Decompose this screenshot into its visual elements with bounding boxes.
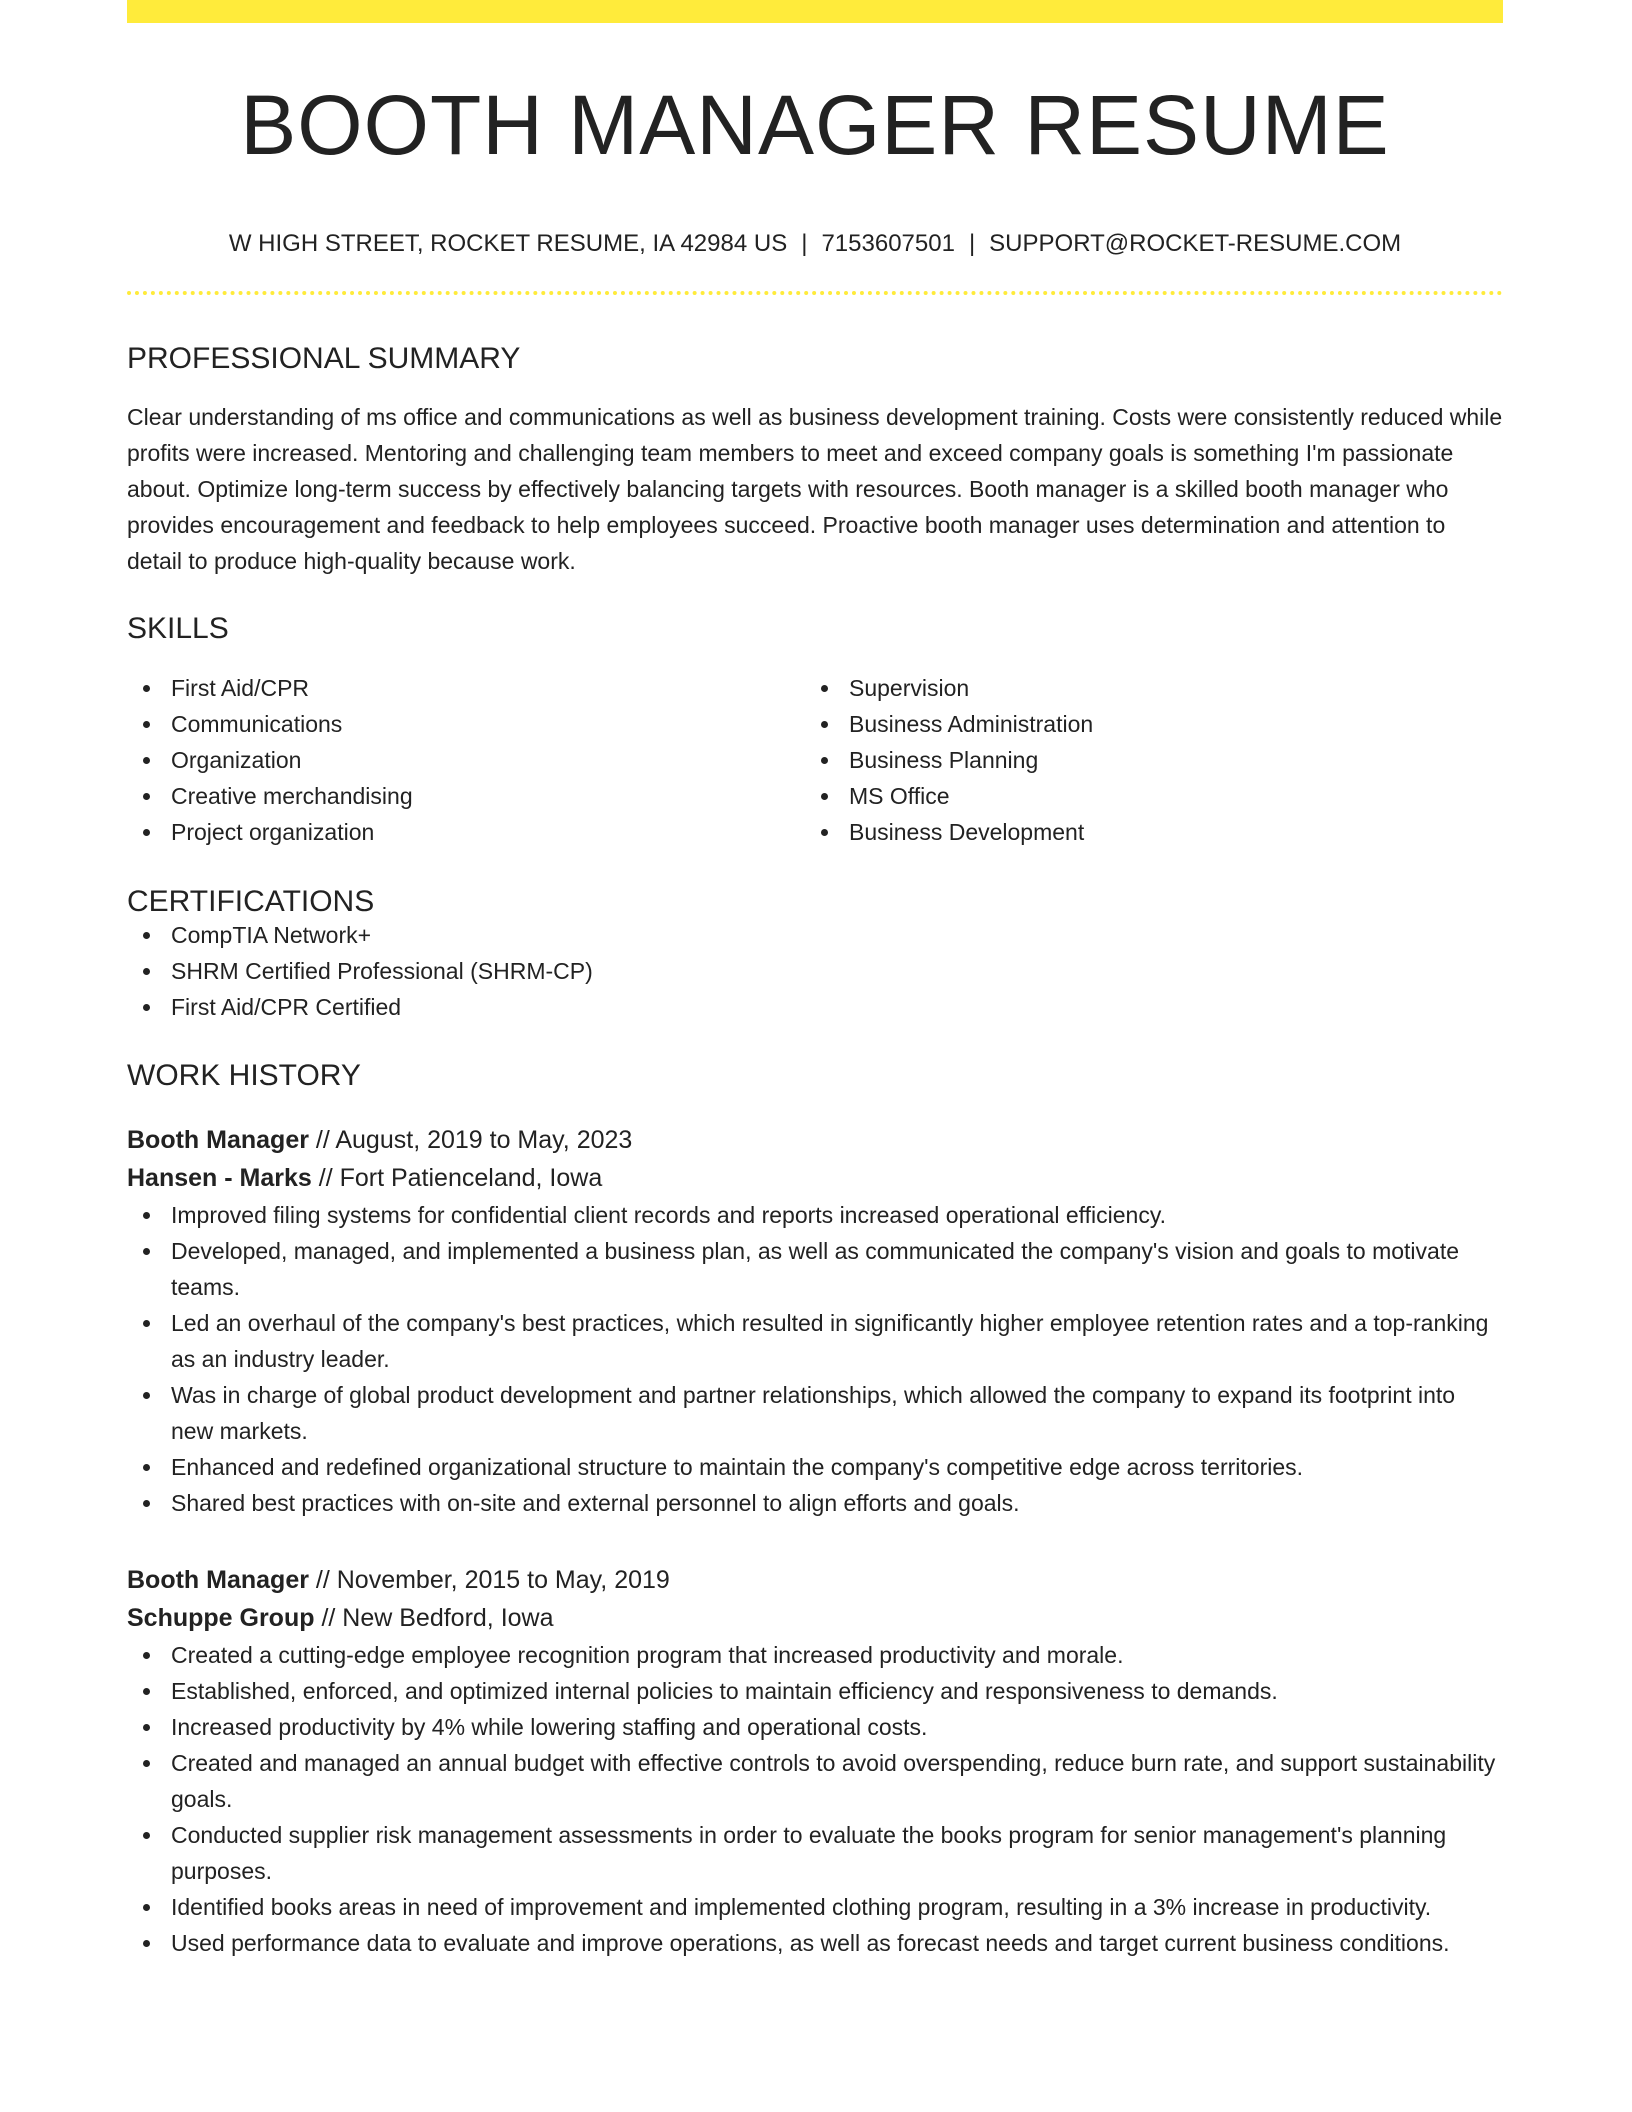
skill-item: Organization [127,742,805,778]
job-bullet: Created and managed an annual budget with effective controls to avoid overspending, reduce burn rate, and support sustainability goals. [127,1745,1503,1817]
job-bullet: Conducted supplier risk management assessments in order to evaluate the books program for senior management's planning purposes. [127,1817,1503,1889]
job-company: Schuppe Group [127,1604,315,1632]
job-bullet-list [127,1197,1503,1521]
job-bullet-list [127,1637,1503,1961]
job-bullet: Developed, managed, and implemented a business plan, as well as communicated the company's vision and goals to motivate teams. [127,1233,1503,1305]
job-company: Hansen - Marks [127,1164,312,1192]
dotted-divider [127,291,1503,295]
work-history-heading: WORK HISTORY [127,1059,361,1092]
resume-title: BOOTH MANAGER RESUME [240,78,1390,172]
summary-heading: PROFESSIONAL SUMMARY [127,342,521,375]
contact-line [127,232,1503,256]
job-bullet: Enhanced and redefined organizational structure to maintain the company's competitive edge across territories. [127,1449,1503,1485]
job-entry [127,1121,1503,1521]
contact-separator: | [801,230,808,257]
resume-page [127,0,1503,1961]
skills-heading: SKILLS [127,612,229,645]
job-bullet: Shared best practices with on-site and external personnel to align efforts and goals. [127,1485,1503,1521]
contact-phone: 7153607501 [821,230,955,257]
certification-item: CompTIA Network+ [127,917,1503,953]
certification-item: First Aid/CPR Certified [127,989,1503,1025]
skill-item: Business Development [805,814,1483,850]
job-bullet: Established, enforced, and optimized internal policies to maintain efficiency and responsiveness to demands. [127,1673,1503,1709]
job-bullet: Increased productivity by 4% while lowering staffing and operational costs. [127,1709,1503,1745]
skills-column-left [127,670,805,850]
contact-address: W HIGH STREET, ROCKET RESUME, IA 42984 US [228,230,788,257]
job-location: // New Bedford, Iowa [314,1604,554,1632]
skills-column-right [805,670,1483,850]
contact-email: SUPPORT@ROCKET-RESUME.COM [989,230,1402,257]
accent-top-bar [127,0,1503,23]
certification-item: SHRM Certified Professional (SHRM-CP) [127,953,1503,989]
job-title: Booth Manager [127,1126,309,1154]
skills-grid [127,670,1503,850]
skill-item: Supervision [805,670,1483,706]
certifications-list [127,917,1503,1025]
job-bullet: Led an overhaul of the company's best practices, which resulted in significantly higher employee retention rates and a top-ranking as an industry leader. [127,1305,1503,1377]
job-company-line [127,1159,1503,1197]
skill-item: MS Office [805,778,1483,814]
skill-item: Project organization [127,814,805,850]
job-bullet: Identified books areas in need of improvement and implemented clothing program, resulting in a 3% increase in productivity. [127,1889,1503,1925]
job-dates: // November, 2015 to May, 2019 [308,1566,670,1594]
skill-item: First Aid/CPR [127,670,805,706]
job-title: Booth Manager [127,1566,309,1594]
job-bullet: Improved filing systems for confidential client records and reports increased operational efficiency. [127,1197,1503,1233]
job-company-line [127,1599,1503,1637]
skill-item: Communications [127,706,805,742]
skill-item: Business Planning [805,742,1483,778]
job-dates: // August, 2019 to May, 2023 [308,1126,633,1154]
skill-item: Business Administration [805,706,1483,742]
skills-list-right [805,670,1483,850]
certifications-heading: CERTIFICATIONS [127,885,375,918]
skills-list-left [127,670,805,850]
job-bullet: Used performance data to evaluate and improve operations, as well as forecast needs and target current business conditions. [127,1925,1503,1961]
job-location: // Fort Patienceland, Iowa [311,1164,603,1192]
job-title-line [127,1121,1503,1159]
job-bullet: Was in charge of global product development and partner relationships, which allowed the company to expand its footprint into new markets. [127,1377,1503,1449]
job-bullet: Created a cutting-edge employee recognition program that increased productivity and morale. [127,1637,1503,1673]
skill-item: Creative merchandising [127,778,805,814]
job-entry [127,1561,1503,1961]
summary-text: Clear understanding of ms office and communications as well as business development training. Costs were consistently reduced while profits were increased. Mentoring and challenging team members to meet and exceed company goals is something I'm passionate about. Optimize long-term success by effectively balancing targets with resources. Booth manager is a skilled booth manager who provides encouragement and feedback to help employees succeed. Proactive booth manager uses determination and attention to detail to produce high-quality because work. [127,404,1503,574]
contact-separator: | [968,230,976,257]
job-title-line [127,1561,1503,1599]
